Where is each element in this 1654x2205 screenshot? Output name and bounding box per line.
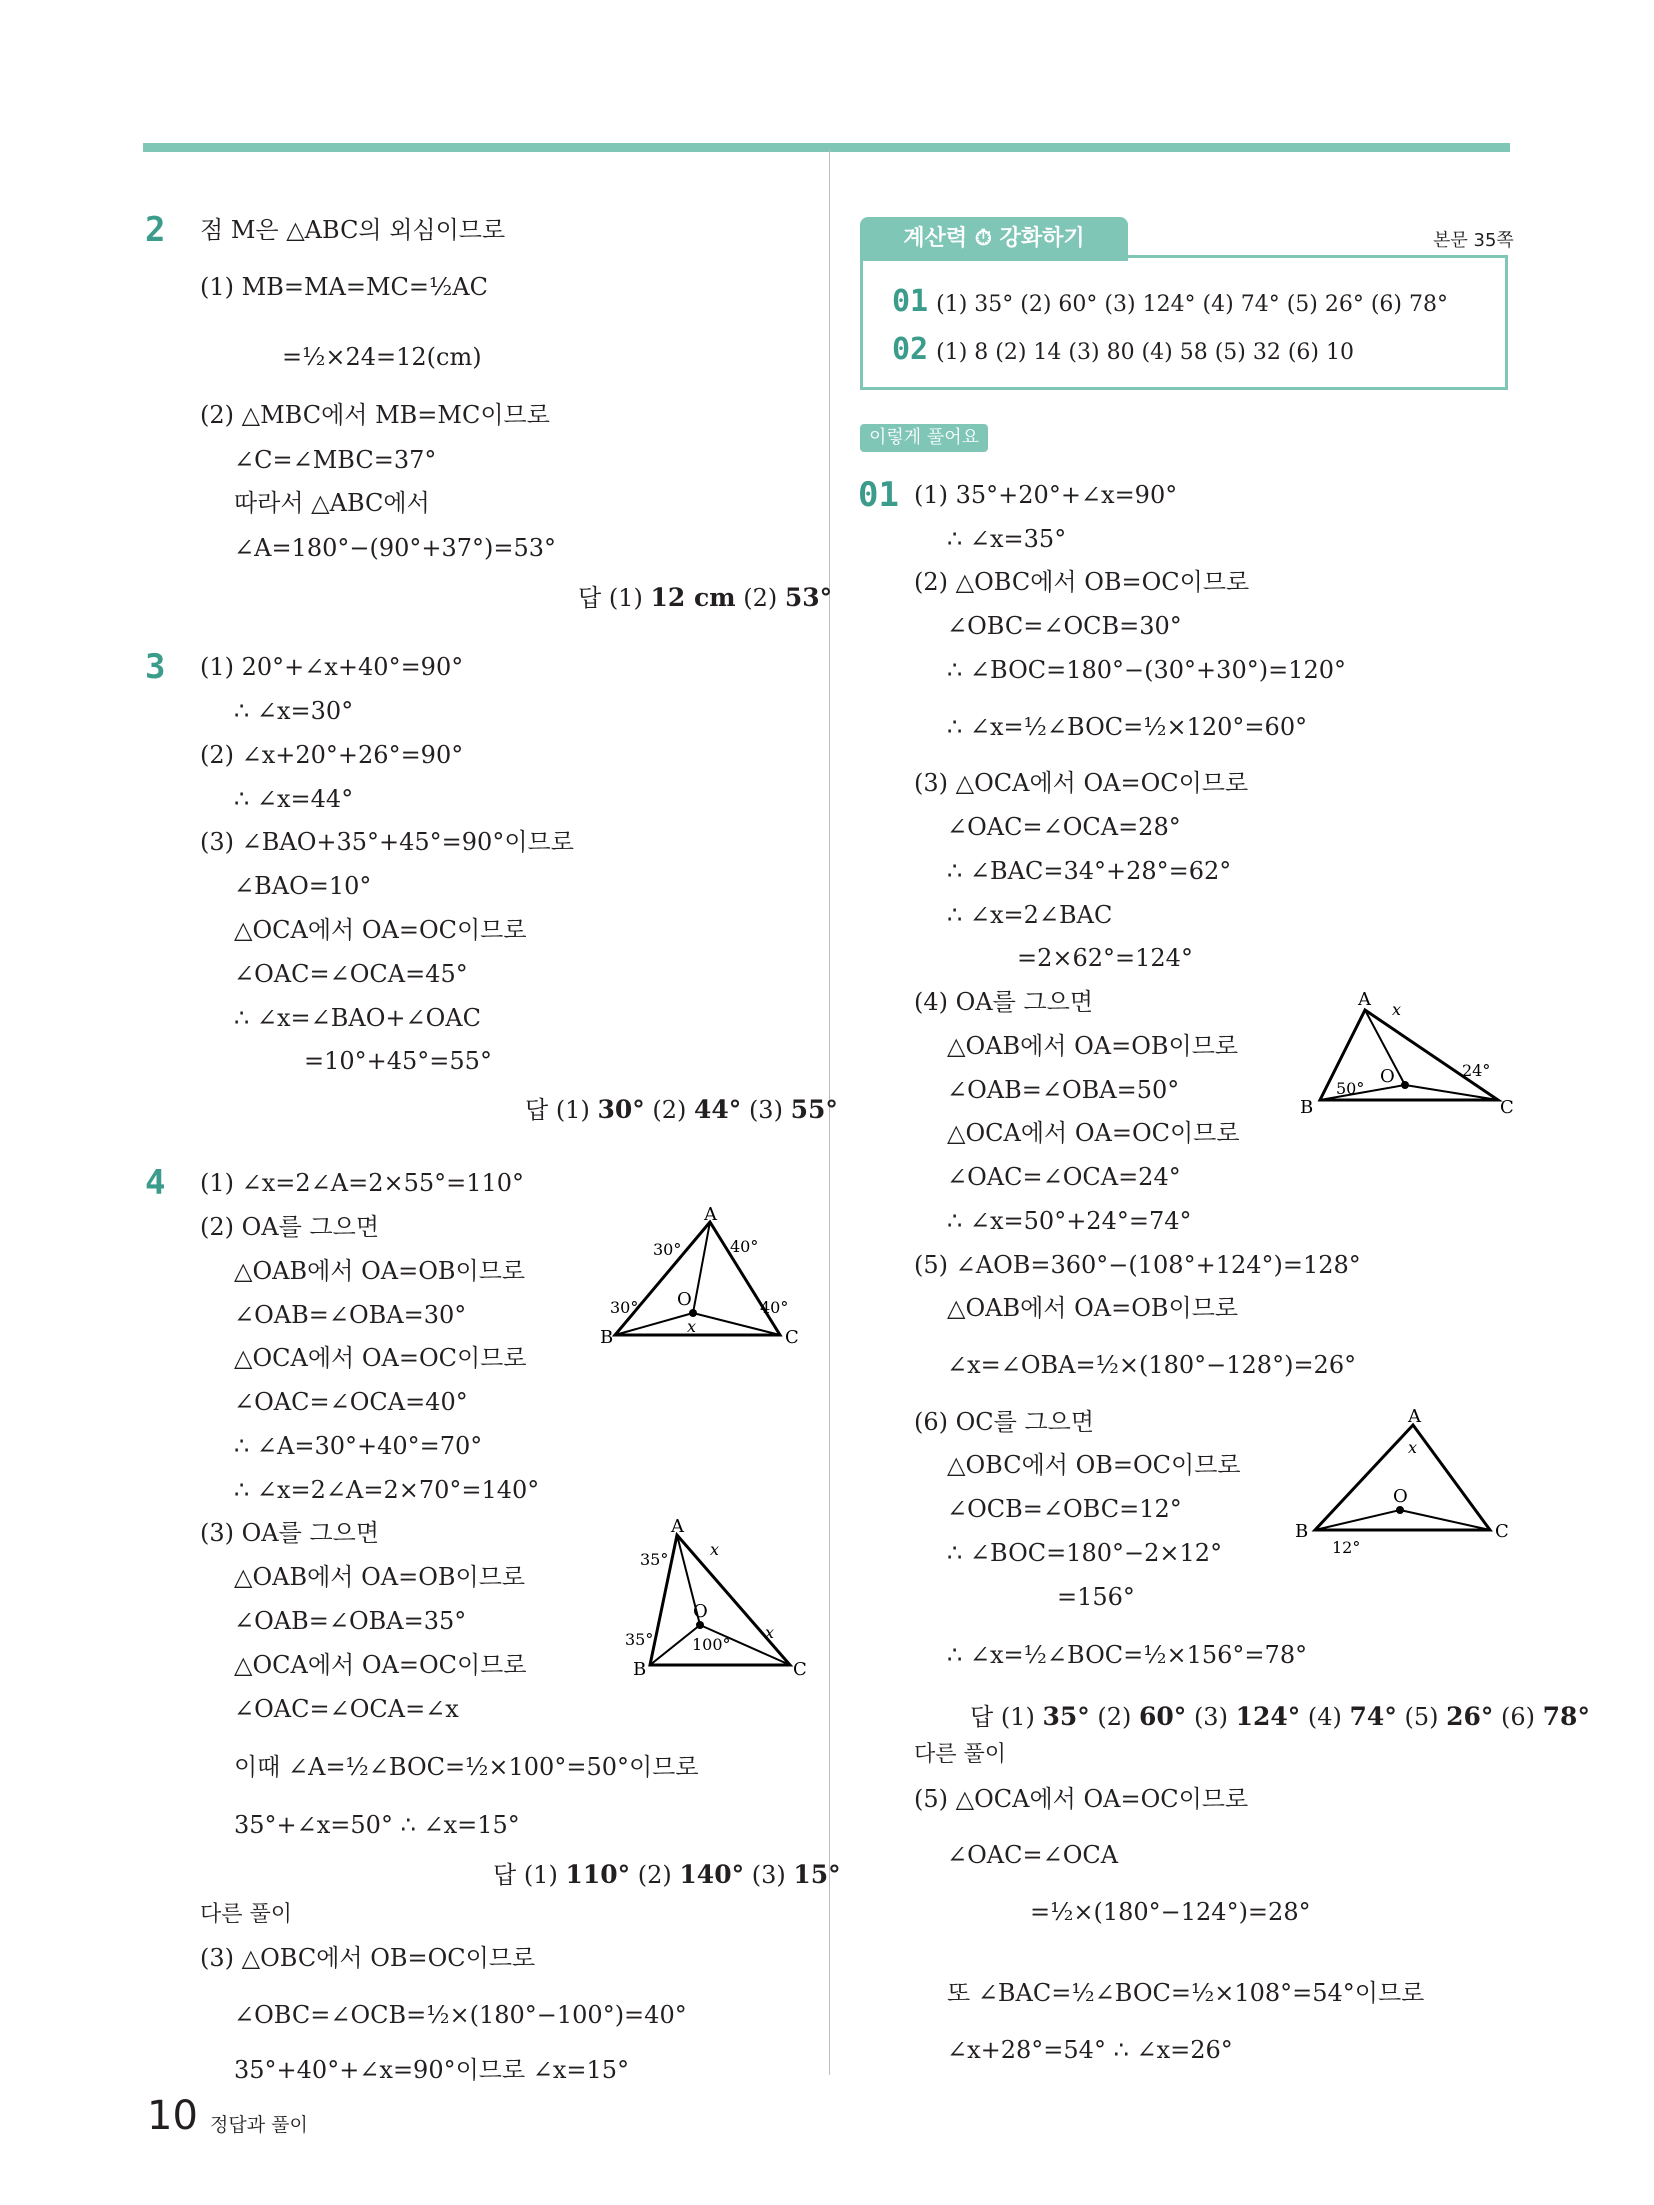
angle-label: 40° <box>730 1237 759 1256</box>
vertex-label: A <box>1358 989 1371 1010</box>
triangle-figure-3 <box>1300 985 1515 1125</box>
line: ∴ ∠BOC=180°−2×12° <box>947 1539 1223 1567</box>
line: (2) OA를 그으면 <box>200 1213 379 1241</box>
line: 35°+∠x=50° ∴ ∠x=15° <box>234 1811 520 1839</box>
line: (2) △OBC에서 OB=OC이므로 <box>914 568 1250 596</box>
line: △OAB에서 OA=OB이므로 <box>234 1257 526 1285</box>
vertex-label: O <box>1380 1066 1395 1087</box>
line: ∴ ∠x=2∠A=2×70°=140° <box>234 1476 540 1504</box>
line: ∠OBC=∠OCB=30° <box>947 612 1182 640</box>
line: ∠OAB=∠OBA=35° <box>234 1607 467 1635</box>
alt-solution-title: 다른 풀이 <box>200 1902 293 1927</box>
problem-number: 2 <box>145 210 166 250</box>
angle-label: 40° <box>760 1298 789 1317</box>
angle-label: 50° <box>1336 1079 1365 1098</box>
line: △OCA에서 OA=OC이므로 <box>947 1119 1240 1147</box>
line: ∴ ∠x=30° <box>234 697 354 725</box>
line: ∠x=∠OBA=½×(180°−128°)=26° <box>947 1351 1357 1379</box>
angle-label: 35° <box>640 1550 669 1569</box>
vertex-label: B <box>1295 1521 1309 1542</box>
top-accent-bar <box>143 143 1510 152</box>
line: (1) MB=MA=MC=½AC <box>200 273 488 301</box>
line: ∠A=180°−(90°+37°)=53° <box>234 534 557 562</box>
angle-label: 30° <box>610 1298 639 1317</box>
angle-label: 24° <box>1462 1061 1491 1080</box>
vertex-label: C <box>793 1659 807 1680</box>
answer-box <box>860 255 1508 390</box>
line: ∴ ∠A=30°+40°=70° <box>234 1432 483 1460</box>
vertex-label: A <box>1408 1406 1421 1427</box>
answer: 35° <box>1042 1702 1090 1731</box>
line: (4) OA를 그으면 <box>914 988 1093 1016</box>
line: ∠OAB=∠OBA=50° <box>947 1076 1180 1104</box>
answer: 55° <box>790 1095 838 1124</box>
row-number: 02 <box>892 332 929 367</box>
line: (1) 35°+20°+∠x=90° <box>914 481 1178 509</box>
line: ∠BAO=10° <box>234 872 372 900</box>
angle-label: 12° <box>1332 1538 1361 1557</box>
triangle-figure-1 <box>600 1204 805 1355</box>
line: ∴ ∠x=∠BAO+∠OAC <box>234 1004 481 1032</box>
answer: 78° <box>1542 1702 1590 1731</box>
line: ∠OAC=∠OCA=45° <box>234 960 468 988</box>
line: (1) ∠x=2∠A=2×55°=110° <box>200 1169 525 1197</box>
line: =10°+45°=55° <box>304 1047 492 1075</box>
line: △OCA에서 OA=OC이므로 <box>234 916 527 944</box>
line: =½×24=12(cm) <box>282 343 482 371</box>
answer: 60° <box>1139 1702 1187 1731</box>
angle-label: 30° <box>653 1240 682 1259</box>
footer-label: 정답과 풀이 <box>210 2114 308 2136</box>
line: △OBC에서 OB=OC이므로 <box>947 1451 1241 1479</box>
alt-solution-title: 다른 풀이 <box>914 1742 1007 1767</box>
line: (3) ∠BAO+35°+45°=90°이므로 <box>200 828 574 856</box>
line: ∠OCB=∠OBC=12° <box>947 1495 1182 1523</box>
answer: 12 cm <box>650 583 736 612</box>
answer: 44° <box>694 1095 742 1124</box>
line: (3) △OCA에서 OA=OC이므로 <box>914 769 1249 797</box>
answer: 15° <box>793 1860 841 1889</box>
answer-box-row <box>892 284 1448 319</box>
line: ∠C=∠MBC=37° <box>234 446 437 474</box>
answer-prefix: 답 (1) <box>578 584 651 612</box>
vertex-label: B <box>633 1659 647 1680</box>
page-reference: 본문 35쪽 <box>1433 230 1514 251</box>
angle-label: x <box>1408 1438 1418 1457</box>
line: ∠OAC=∠OCA=40° <box>234 1388 468 1416</box>
line: ∴ ∠x=2∠BAC <box>947 901 1113 929</box>
page-number: 10 <box>147 2093 198 2139</box>
answer-line: 답 (1) 35° (2) 60° (3) 124° (4) 74° (5) 26° (6) 78° <box>970 1702 1590 1731</box>
answer-box-row <box>892 332 1354 367</box>
line: ∴ ∠x=½∠BOC=½×156°=78° <box>947 1641 1308 1669</box>
answer: 74° <box>1349 1702 1397 1731</box>
triangle-figure-2 <box>615 1510 807 1680</box>
line: 35°+40°+∠x=90°이므로 ∠x=15° <box>234 2056 630 2084</box>
line: ∠x+28°=54° ∴ ∠x=26° <box>947 2036 1233 2064</box>
row-answers: (1) 35° (2) 60° (3) 124° (4) 74° (5) 26° (6) 78° <box>936 292 1448 317</box>
angle-label: x <box>1392 1000 1402 1019</box>
line: (6) OC를 그으면 <box>914 1408 1095 1436</box>
answer-line: 답 (1) 30° (2) 44° (3) 55° <box>525 1095 838 1124</box>
line: ∴ ∠x=35° <box>947 525 1067 553</box>
angle-label: x <box>765 1623 775 1642</box>
answer: 26° <box>1446 1702 1494 1731</box>
line: (3) OA를 그으면 <box>200 1519 379 1547</box>
line: =2×62°=124° <box>1017 944 1193 972</box>
line: (5) △OCA에서 OA=OC이므로 <box>914 1785 1249 1813</box>
line: (2) △MBC에서 MB=MC이므로 <box>200 401 550 429</box>
line: (2) ∠x+20°+26°=90° <box>200 741 464 769</box>
answer: 110° <box>565 1860 631 1889</box>
line: (1) 20°+∠x+40°=90° <box>200 653 464 681</box>
vertex-label: B <box>1300 1097 1314 1118</box>
line: ∠OBC=∠OCB=½×(180°−100°)=40° <box>234 2001 687 2029</box>
answer-line: 답 (1) 12 cm (2) 53° <box>578 583 833 612</box>
problem-number: 01 <box>858 475 899 515</box>
answer: 124° <box>1235 1702 1301 1731</box>
line: (5) ∠AOB=360°−(108°+124°)=128° <box>914 1251 1361 1279</box>
answer: 53° <box>784 583 833 612</box>
row-answers: (1) 8 (2) 14 (3) 80 (4) 58 (5) 32 (6) 10 <box>936 340 1354 365</box>
answer-line: 답 (1) 110° (2) 140° (3) 15° <box>493 1860 841 1889</box>
line: ∠OAC=∠OCA <box>947 1841 1119 1869</box>
line: 또 ∠BAC=½∠BOC=½×108°=54°이므로 <box>947 1979 1425 2007</box>
vertex-label: C <box>785 1327 799 1348</box>
line: △OCA에서 OA=OC이므로 <box>234 1344 527 1372</box>
line: ∠OAC=∠OCA=28° <box>947 813 1181 841</box>
line: △OAB에서 OA=OB이므로 <box>947 1294 1239 1322</box>
line: ∴ ∠x=50°+24°=74° <box>947 1207 1192 1235</box>
vertex-label: O <box>1393 1486 1408 1507</box>
answer: 30° <box>597 1095 645 1124</box>
line: △OAB에서 OA=OB이므로 <box>234 1563 526 1591</box>
line: 점 M은 △ABC의 외심이므로 <box>200 216 506 244</box>
row-number: 01 <box>892 284 929 319</box>
vertex-label: O <box>693 1601 708 1622</box>
line: ∠OAC=∠OCA=24° <box>947 1163 1181 1191</box>
vertex-label: B <box>600 1327 614 1348</box>
line: ∠OAB=∠OBA=30° <box>234 1301 467 1329</box>
vertex-label: C <box>1495 1521 1509 1542</box>
problem-number: 4 <box>145 1163 166 1203</box>
line: ∴ ∠BAC=34°+28°=62° <box>947 857 1232 885</box>
vertex-label: O <box>677 1289 692 1310</box>
line: ∴ ∠x=½∠BOC=½×120°=60° <box>947 713 1308 741</box>
answer: 140° <box>679 1860 745 1889</box>
line: ∴ ∠BOC=180°−(30°+30°)=120° <box>947 656 1346 684</box>
solution-badge: 이렇게 풀어요 <box>860 424 988 452</box>
line: △OCA에서 OA=OC이므로 <box>234 1651 527 1679</box>
angle-label: x <box>710 1540 720 1559</box>
vertex-label: C <box>1500 1097 1514 1118</box>
line: 이때 ∠A=½∠BOC=½×100°=50°이므로 <box>234 1753 699 1781</box>
line: =156° <box>1057 1583 1135 1611</box>
angle-label: x <box>687 1317 697 1336</box>
angle-label: 100° <box>692 1635 731 1654</box>
vertex-label: A <box>671 1516 684 1537</box>
section-tab: 계산력 ⏱ 강화하기 <box>860 217 1128 261</box>
line: ∠OAC=∠OCA=∠x <box>234 1695 459 1723</box>
angle-label: 35° <box>625 1630 654 1649</box>
line: 따라서 △ABC에서 <box>234 489 430 517</box>
problem-number: 3 <box>145 647 166 687</box>
line: =½×(180°−124°)=28° <box>1030 1898 1311 1926</box>
line: △OAB에서 OA=OB이므로 <box>947 1032 1239 1060</box>
triangle-figure-4 <box>1290 1405 1515 1555</box>
line: (3) △OBC에서 OB=OC이므로 <box>200 1944 536 1972</box>
vertex-label: A <box>704 1204 717 1225</box>
line: ∴ ∠x=44° <box>234 785 354 813</box>
